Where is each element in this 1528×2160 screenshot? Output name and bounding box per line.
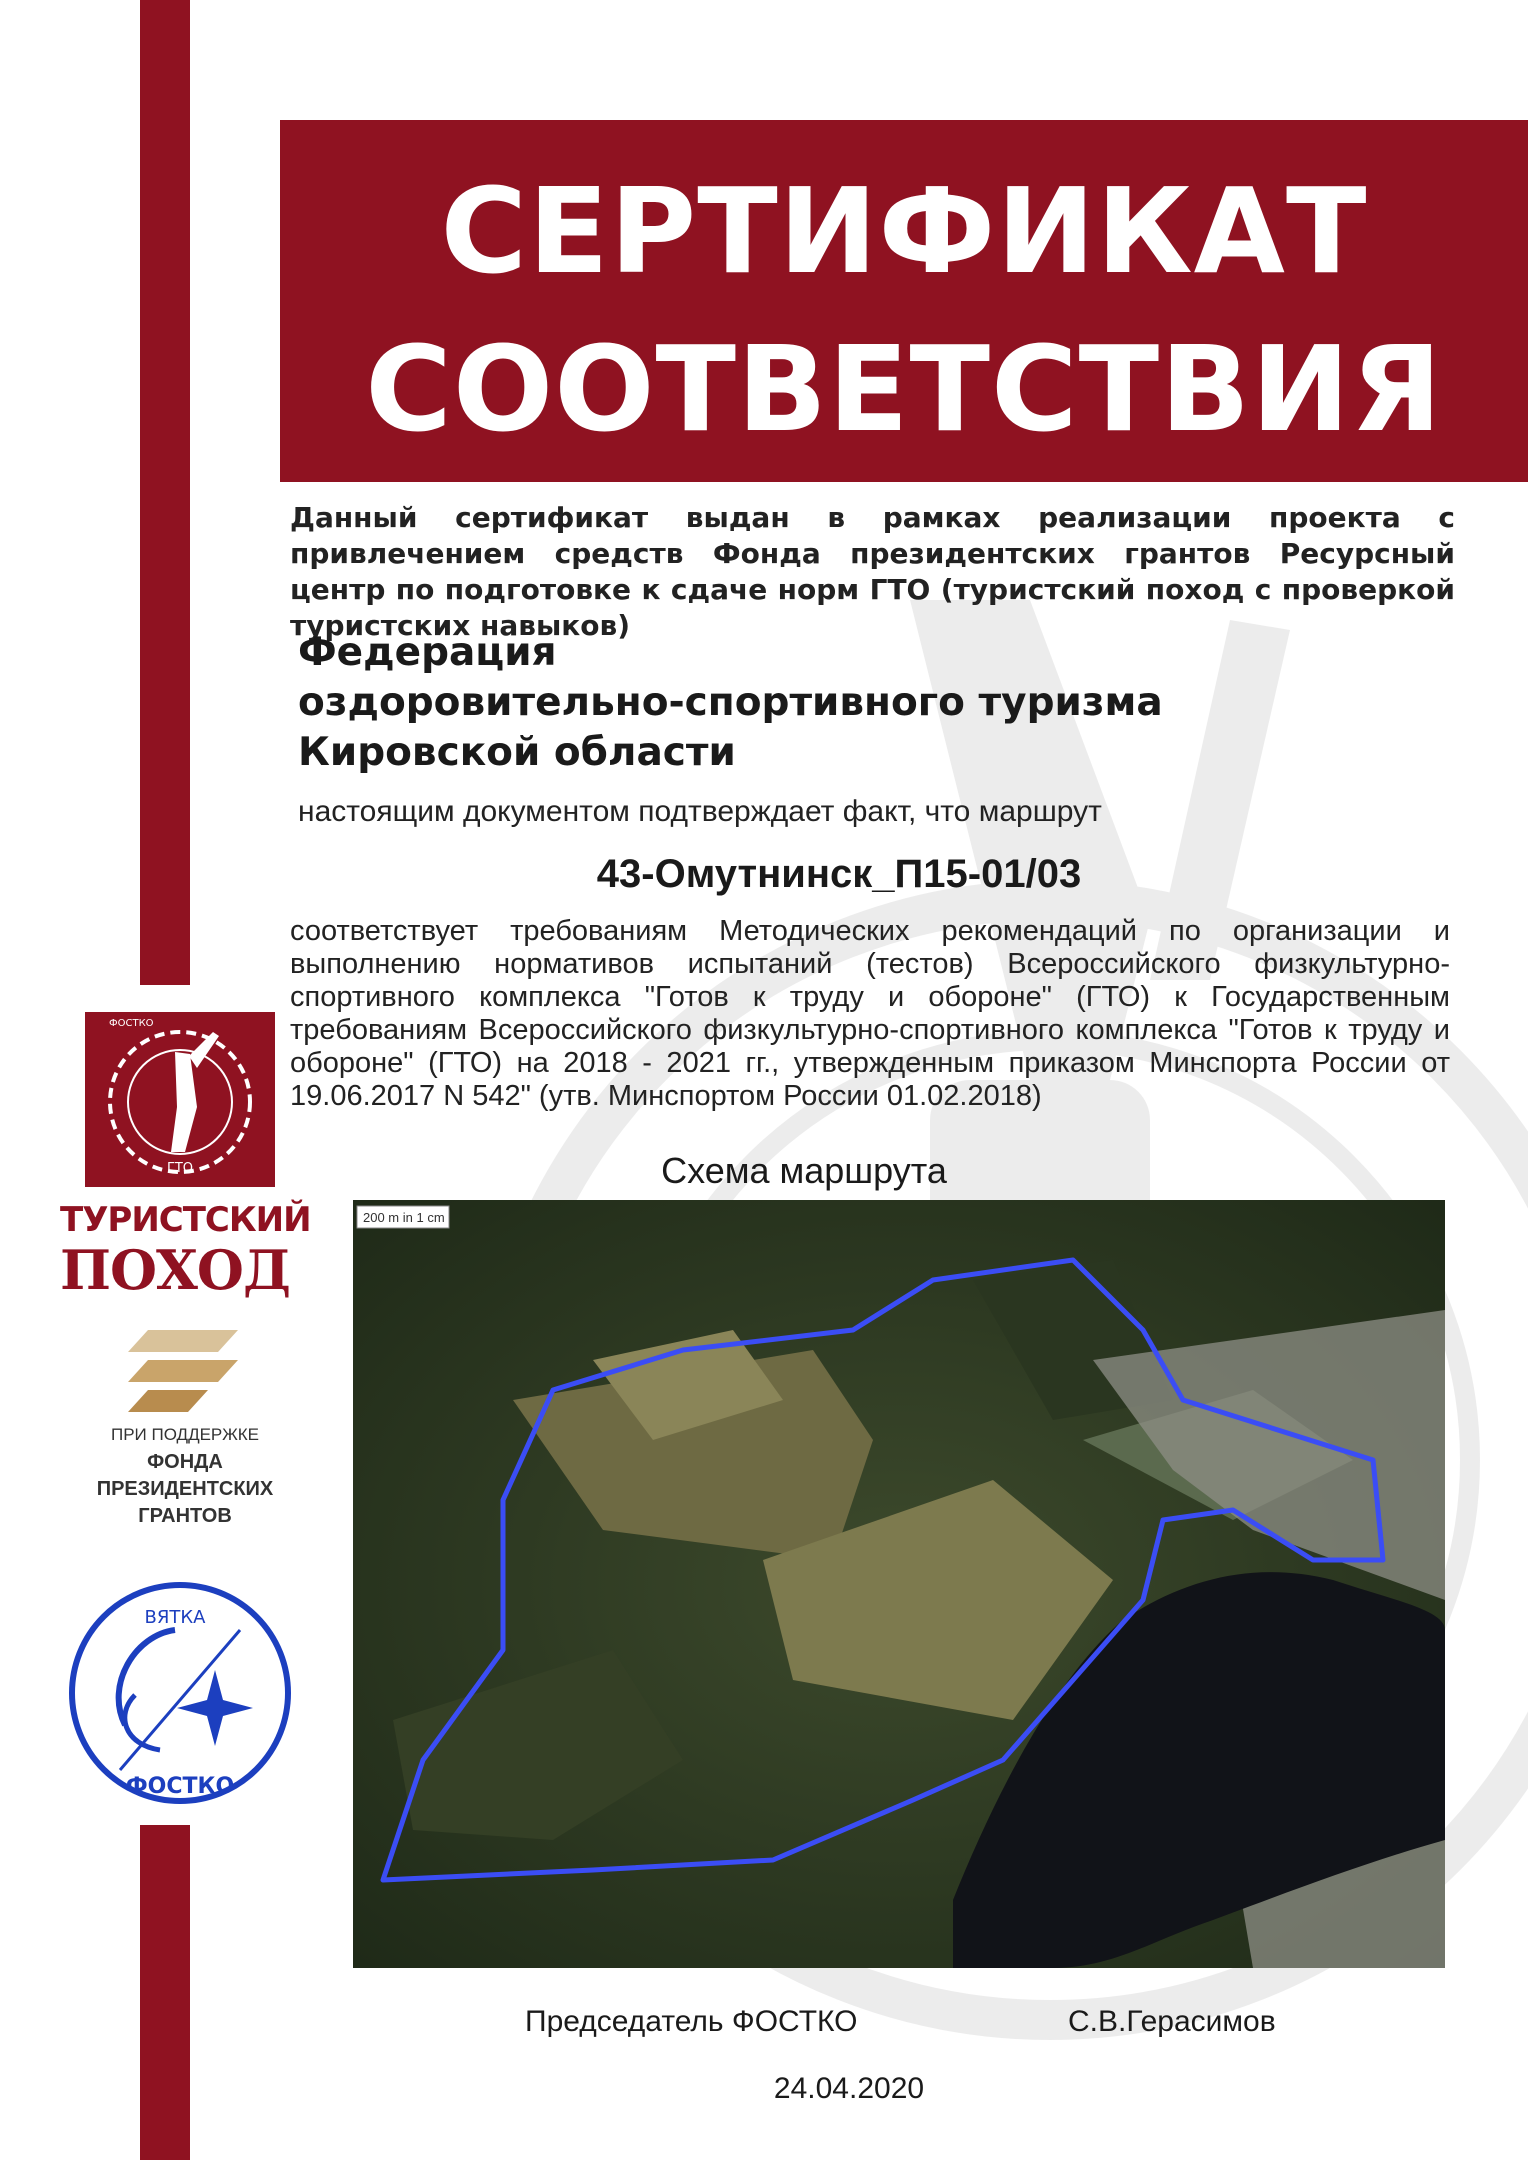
organization-name <box>298 628 1163 778</box>
organization-name-line1: Федерация <box>298 630 557 675</box>
route-scheme-title: Схема маршрута <box>661 1150 947 1191</box>
header-band <box>280 120 1528 482</box>
grant-logo-line4: ГРАНТОВ <box>138 1505 232 1527</box>
hike-logo-line1: ТУРИСТСКИЙ <box>60 1200 311 1240</box>
fostko-logo <box>65 1575 295 1810</box>
route-id: 43-Омутнинск_П15-01/03 <box>596 852 1082 896</box>
gto-seal-ring-label: ФОСТКО <box>109 1018 154 1029</box>
chairman-title: Председатель ФОСТКО <box>525 2005 858 2038</box>
chairman-name: С.В.Герасимов <box>1068 2005 1276 2038</box>
map-scale-label: 200 m in 1 cm <box>363 1210 445 1225</box>
fostko-top-label: ВЯТКА <box>144 1607 206 1628</box>
gto-seal-label: ГТО <box>166 1161 194 1176</box>
certificate-title-line1: СЕРТИФИКАТ <box>440 162 1368 300</box>
fostko-bottom-label: ФОСТКО <box>125 1774 235 1799</box>
grant-logo-line2: ФОНДА <box>147 1451 223 1473</box>
route-map <box>353 1200 1445 1968</box>
compliance-paragraph: соответствует требованиям Методических рекомендаций по организации и выполнению нормативов испытаний (тестов) Всероссийского физкультурно-спортивного комплекса "Готов к труду и обороне" (ГТО) к Государственным требованиям Всероссийского физкультурно-спортивного комплекса "Готов к труду и обороне" (ГТО) на 2018 - 2021 гг., утвержденным приказом Минспорта России от 19.06.2017 N 542" (утв. Минспортом России 01.02.2018) <box>290 915 1450 1112</box>
issue-date: 24.04.2020 <box>773 2072 925 2105</box>
confirm-text: настоящим документом подтверждает факт, что маршрут <box>298 795 1102 828</box>
left-bar-bottom <box>140 1825 190 2160</box>
grant-logo-line3: ПРЕЗИДЕНТСКИХ <box>96 1478 274 1500</box>
certificate-title-line2: СООТВЕТСТВИЯ <box>365 320 1443 458</box>
organization-name-line3: Кировской области <box>298 730 736 775</box>
intro-paragraph: Данный сертификат выдан в рамках реализации проекта с привлечением средств Фонда президентских грантов Ресурсный центр по подготовке к сдаче норм ГТО (туристский поход с проверкой туристских навыков) <box>290 501 1455 642</box>
hike-logo-line2: ПОХОД <box>60 1238 290 1302</box>
left-bar-top <box>140 0 190 985</box>
grant-logo-line1: ПРИ ПОДДЕРЖКЕ <box>110 1425 260 1444</box>
presidential-grants-logo <box>128 1330 238 1412</box>
organization-name-line2: оздоровительно-спортивного туризма <box>298 680 1163 725</box>
gto-hike-logo <box>85 1012 275 1187</box>
